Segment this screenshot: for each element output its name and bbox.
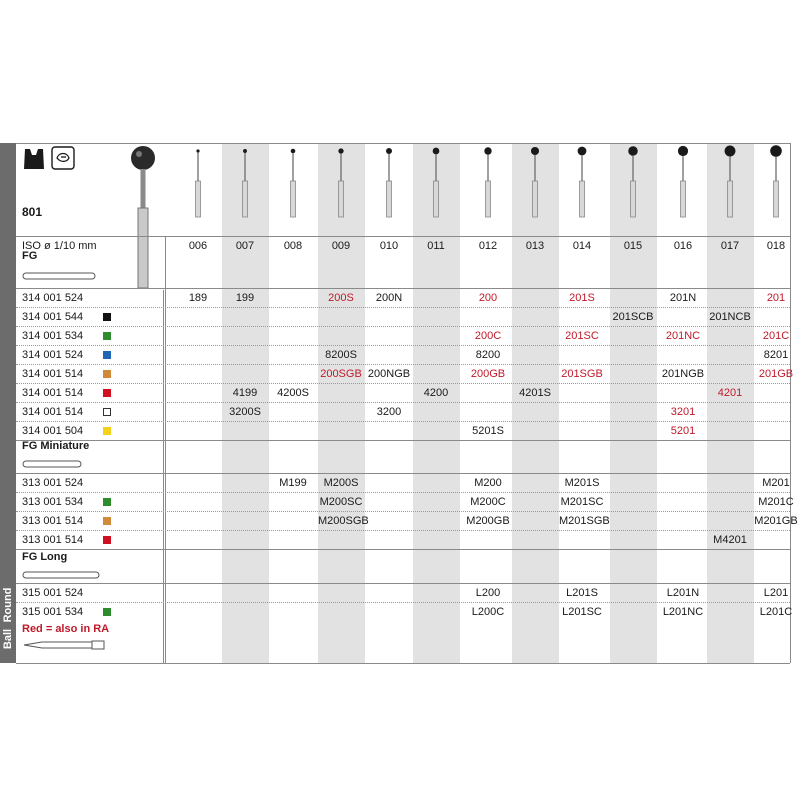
color-swatch — [103, 608, 111, 616]
iso-label: ISO ø 1/10 mm — [22, 240, 97, 252]
table-cell: M200 — [474, 477, 502, 489]
table-cell: 3201 — [670, 406, 696, 418]
table-cell: 201S — [569, 292, 595, 304]
row-reference: 313 001 514 — [22, 534, 84, 546]
table-cell: 200N — [375, 292, 403, 304]
row-divider — [16, 307, 790, 308]
section-title: FG — [22, 250, 38, 262]
row-divider — [16, 511, 790, 512]
table-cell: 8200 — [475, 349, 501, 361]
color-swatch — [103, 408, 111, 416]
table-cell: 200 — [478, 292, 498, 304]
bur-illustration — [127, 144, 159, 290]
table-cell: 201SC — [565, 330, 599, 342]
table-cell: 3200S — [229, 406, 261, 418]
size-header-cell: 017 — [720, 240, 740, 252]
table-cell: 200NGB — [367, 368, 411, 380]
row-divider — [16, 402, 790, 403]
table-cell: 4201 — [717, 387, 743, 399]
table-cell: 3200 — [376, 406, 402, 418]
table-cell: M200SC — [319, 496, 363, 508]
table-cell: 201C — [762, 330, 790, 342]
tooth-section-icon — [52, 147, 74, 169]
table-cell: 189 — [188, 292, 208, 304]
row-divider — [16, 602, 790, 603]
table-cell: 8200S — [325, 349, 357, 361]
table-cell: 200GB — [470, 368, 506, 380]
section-divider — [16, 583, 790, 584]
color-swatch — [103, 389, 111, 397]
bur-size-icon — [720, 143, 740, 223]
row-divider — [16, 345, 790, 346]
table-cell: L201S — [566, 587, 598, 599]
section-end — [16, 440, 790, 441]
row-divider — [16, 492, 790, 493]
row-reference: 313 001 534 — [22, 496, 84, 508]
table-cell: L200 — [475, 587, 501, 599]
table-cell: M201C — [758, 496, 794, 508]
color-swatch — [103, 498, 111, 506]
section-divider — [16, 473, 790, 474]
size-header-cell: 011 — [427, 240, 445, 252]
row-divider — [16, 326, 790, 327]
row-reference: 314 001 524 — [22, 292, 84, 304]
table-cell: M4201 — [713, 534, 747, 546]
color-swatch — [103, 517, 111, 525]
row-reference: 313 001 524 — [22, 477, 84, 489]
table-cell: M200GB — [466, 515, 510, 527]
bur-size-icon — [331, 143, 351, 223]
table-cell: 201NGB — [661, 368, 705, 380]
sidebar-label-round: Round — [2, 587, 14, 623]
sidebar-label-ball: Ball — [2, 628, 14, 650]
table-cell: 201SCB — [612, 311, 654, 323]
bur-size-icon — [623, 143, 643, 223]
row-reference: 315 001 524 — [22, 587, 84, 599]
row-reference: 315 001 534 — [22, 606, 84, 618]
crown-prep-icon — [24, 149, 44, 169]
bur-size-icon — [283, 143, 303, 223]
section-end — [16, 549, 790, 550]
table-cell: M201S — [564, 477, 600, 489]
model-number: 801 — [22, 205, 43, 219]
row-reference: 314 001 514 — [22, 406, 84, 418]
ra-shank-icon — [22, 638, 108, 652]
table-cell: 200C — [474, 330, 502, 342]
bur-size-icon — [478, 143, 498, 223]
table-cell: M201SC — [560, 496, 604, 508]
row-reference: 314 001 534 — [22, 330, 84, 342]
color-swatch — [103, 427, 111, 435]
table-cell: M200SGB — [318, 515, 369, 527]
table-cell: M200S — [323, 477, 359, 489]
bur-size-icon — [426, 143, 446, 223]
table-cell: M200C — [470, 496, 506, 508]
table-cell: L200C — [471, 606, 505, 618]
row-reference: 314 001 524 — [22, 349, 84, 361]
table-cell: 201 — [766, 292, 786, 304]
header-divider — [16, 236, 790, 237]
table-left-border — [165, 236, 166, 663]
size-header-cell: 009 — [331, 240, 351, 252]
size-header-cell: 018 — [766, 240, 786, 252]
bur-size-icon — [235, 143, 255, 223]
size-header-cell: 012 — [478, 240, 498, 252]
table-cell: 201GB — [758, 368, 794, 380]
table-cell: 201SGB — [561, 368, 603, 380]
table-cell: M201GB — [754, 515, 798, 527]
header-icons — [22, 145, 92, 173]
table-cell: 201N — [669, 292, 697, 304]
table-cell: 199 — [235, 292, 255, 304]
table-cell: 200S — [328, 292, 354, 304]
table-cell: L201NC — [662, 606, 704, 618]
table-cell: 8201 — [763, 349, 789, 361]
size-header-cell: 015 — [623, 240, 643, 252]
table-cell: L201SC — [562, 606, 602, 618]
table-cell: M201SGB — [559, 515, 610, 527]
table-cell: 4200 — [423, 387, 449, 399]
row-reference: 313 001 514 — [22, 515, 84, 527]
table-cell: 201NC — [665, 330, 701, 342]
row-reference: 314 001 504 — [22, 425, 84, 437]
section-divider — [16, 288, 790, 289]
section-title: FG Miniature — [22, 440, 90, 452]
color-swatch — [103, 370, 111, 378]
size-header-cell: 013 — [525, 240, 545, 252]
bur-size-icon — [379, 143, 399, 223]
table-cell: L201 — [763, 587, 789, 599]
row-divider — [16, 421, 790, 422]
table-cell: 5201 — [670, 425, 696, 437]
table-cell: 200SGB — [320, 368, 362, 380]
bur-size-icon — [525, 143, 545, 223]
color-swatch — [103, 536, 111, 544]
size-header-cell: 006 — [188, 240, 208, 252]
table-bottom-border — [16, 663, 790, 664]
size-header-cell: 010 — [379, 240, 399, 252]
footnote: Red = also in RA — [22, 623, 110, 635]
row-divider — [16, 383, 790, 384]
row-reference: 314 001 544 — [22, 311, 84, 323]
color-swatch — [103, 351, 111, 359]
bur-size-icon — [188, 143, 208, 223]
color-swatch — [103, 332, 111, 340]
bur-size-icon — [572, 143, 592, 223]
color-swatch — [103, 313, 111, 321]
table-cell: L201C — [759, 606, 793, 618]
row-divider — [16, 364, 790, 365]
table-cell: 4200S — [277, 387, 309, 399]
section-title: FG Long — [22, 551, 68, 563]
table-cell: 5201S — [472, 425, 504, 437]
row-reference: 314 001 514 — [22, 368, 84, 380]
fg-shank-icon — [22, 270, 98, 282]
bur-size-icon — [673, 143, 693, 223]
size-header-cell: 014 — [572, 240, 592, 252]
size-header-cell: 007 — [235, 240, 255, 252]
table-cell: M199 — [279, 477, 307, 489]
fg-miniature-shank-icon — [22, 458, 84, 470]
table-cell: L201N — [666, 587, 700, 599]
table-cell: M201 — [762, 477, 790, 489]
row-divider — [16, 530, 790, 531]
size-header-cell: 016 — [673, 240, 693, 252]
row-reference: 314 001 514 — [22, 387, 84, 399]
bur-size-icon — [766, 143, 786, 223]
fg-long-shank-icon — [22, 569, 102, 581]
table-cell: 4201S — [519, 387, 551, 399]
table-cell: 201NCB — [709, 311, 751, 323]
table-cell: 4199 — [232, 387, 258, 399]
size-header-cell: 008 — [283, 240, 303, 252]
